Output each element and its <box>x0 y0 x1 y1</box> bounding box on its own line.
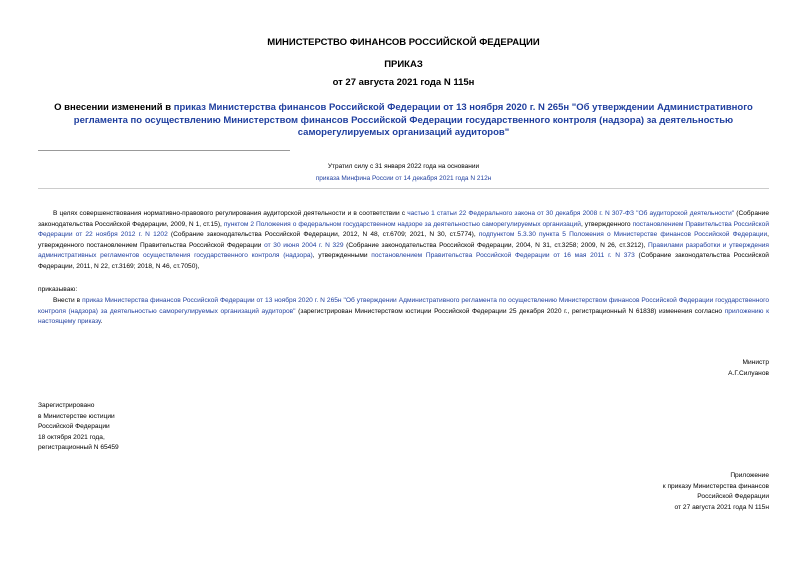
preamble-text: В целях совершенствования нормативно-правового регулирования аудиторской деятельности и в соответствии с <box>53 210 408 217</box>
order-text: Внести в <box>53 297 83 304</box>
order-word: приказываю: <box>38 286 78 293</box>
annex-line: Приложение <box>730 472 769 479</box>
annex-header <box>663 471 769 513</box>
preamble-text: , утвержденного постановлением Правительства Российской Федерации <box>38 231 769 249</box>
annex-link[interactable]: приложению к настоящему приказу <box>38 307 769 326</box>
supervision-regulation-link[interactable]: пунктом 2 Положения о федеральном государственном надзоре за деятельностью саморегулируемых организаций <box>223 220 581 228</box>
registration-line: регистрационный N 65459 <box>38 444 119 451</box>
resolution-1202-link[interactable]: постановлением Правительства Российской Федерации от 22 ноября 2012 г. N 1202 <box>38 220 769 239</box>
repeal-order-link[interactable]: приказа Минфина России от 14 декабря 2021 года N 212н <box>315 175 492 182</box>
signatory-role: Министр <box>742 359 769 366</box>
doc-type-heading: ПРИКАЗ <box>384 59 423 70</box>
doc-date-number: от 27 августа 2021 года N 115н <box>332 77 475 88</box>
ministry-heading: МИНИСТЕРСТВО ФИНАНСОВ РОССИЙСКОЙ ФЕДЕРАЦИИ <box>267 37 540 48</box>
divider-long <box>38 188 769 189</box>
admin-regulations-rules-link[interactable]: Правилами разработки и утверждения административных регламентов осуществления государственного контроля (надзора) <box>38 241 769 260</box>
preamble-text: , утвержденного <box>580 220 633 228</box>
order-paragraph <box>38 296 769 328</box>
preamble-text: (Собрание законодательства Российской Федерации, 2012, N 48, ст.6709; 2021, N 30, ст.5774), <box>167 231 479 239</box>
preamble-text: (Собрание законодательства Российской Федерации, 2009, N 1, ст.15), <box>38 210 770 228</box>
order-text: (зарегистрирован Министерством юстиции Российской Федерации 25 декабря 2020 г., регистрационный N 61838) изменения согласно <box>295 307 725 315</box>
resolution-373-link[interactable]: постановлением Правительства Российской Федерации от 16 мая 2011 г. N 373 <box>371 252 635 260</box>
registration-line: Российской Федерации <box>38 423 110 430</box>
annex-line: Российской Федерации <box>697 493 769 500</box>
repeal-notice-text: Утратил силу с 31 января 2022 года на основании <box>327 163 480 170</box>
preamble-text: , утвержденными <box>312 252 372 260</box>
signature-block <box>728 358 769 379</box>
ministry-regulation-link[interactable]: подпунктом 5.3.30 пункта 5 Положения о Министерстве финансов Российской Федерации <box>478 231 768 239</box>
annex-line: от 27 августа 2021 года N 115н <box>674 503 769 511</box>
preamble-text: (Собрание законодательства Российской Федерации, 2004, N 31, ст.3258; 2009, N 26, ст.3212), <box>343 241 649 249</box>
signatory-name: А.Г.Силуанов <box>728 369 769 377</box>
registration-line: 18 октября 2021 года, <box>38 433 105 441</box>
divider-short <box>38 150 290 151</box>
repeal-notice <box>38 161 769 185</box>
registration-line: Зарегистрировано <box>38 402 95 409</box>
registration-block <box>38 401 119 454</box>
annex-line: к приказу Министерства финансов <box>662 482 769 490</box>
preamble-text: (Собрание законодательства Российской Федерации, 2011, N 22, ст.3169; 2018, N 46, ст.7050), <box>38 252 769 270</box>
resolution-329-link[interactable]: от 30 июня 2004 г. N 329 <box>264 241 344 249</box>
preamble-paragraph <box>38 209 769 273</box>
title-order-link[interactable]: приказ Министерства финансов Российской Федерации от 13 ноября 2020 г. N 265н "Об утверждении Административного регламента по осуществлению Министерством финансов Российской Федерации государственного контроля (надзора) за деятельностью саморегулируемых организаций аудиторов" <box>73 102 753 138</box>
doc-title <box>40 102 767 140</box>
title-prefix: О внесении изменений в <box>54 102 174 113</box>
order-text: . <box>100 318 103 326</box>
registration-line: в Министерстве юстиции <box>38 412 115 420</box>
law-307-fz-link[interactable]: частью 1 статьи 22 Федерального закона от 30 декабря 2008 г. N 307-ФЗ "Об аудиторской деятельности" <box>407 210 735 217</box>
order-265n-link[interactable]: приказ Министерства финансов Российской Федерации от 13 ноября 2020 г. N 265н "Об утверждении Административного регламента по осуществлению Министерством финансов Российской Федерации государственного контроля (надзора) за деятельностью саморегулируемых организаций аудиторов" <box>38 297 769 315</box>
